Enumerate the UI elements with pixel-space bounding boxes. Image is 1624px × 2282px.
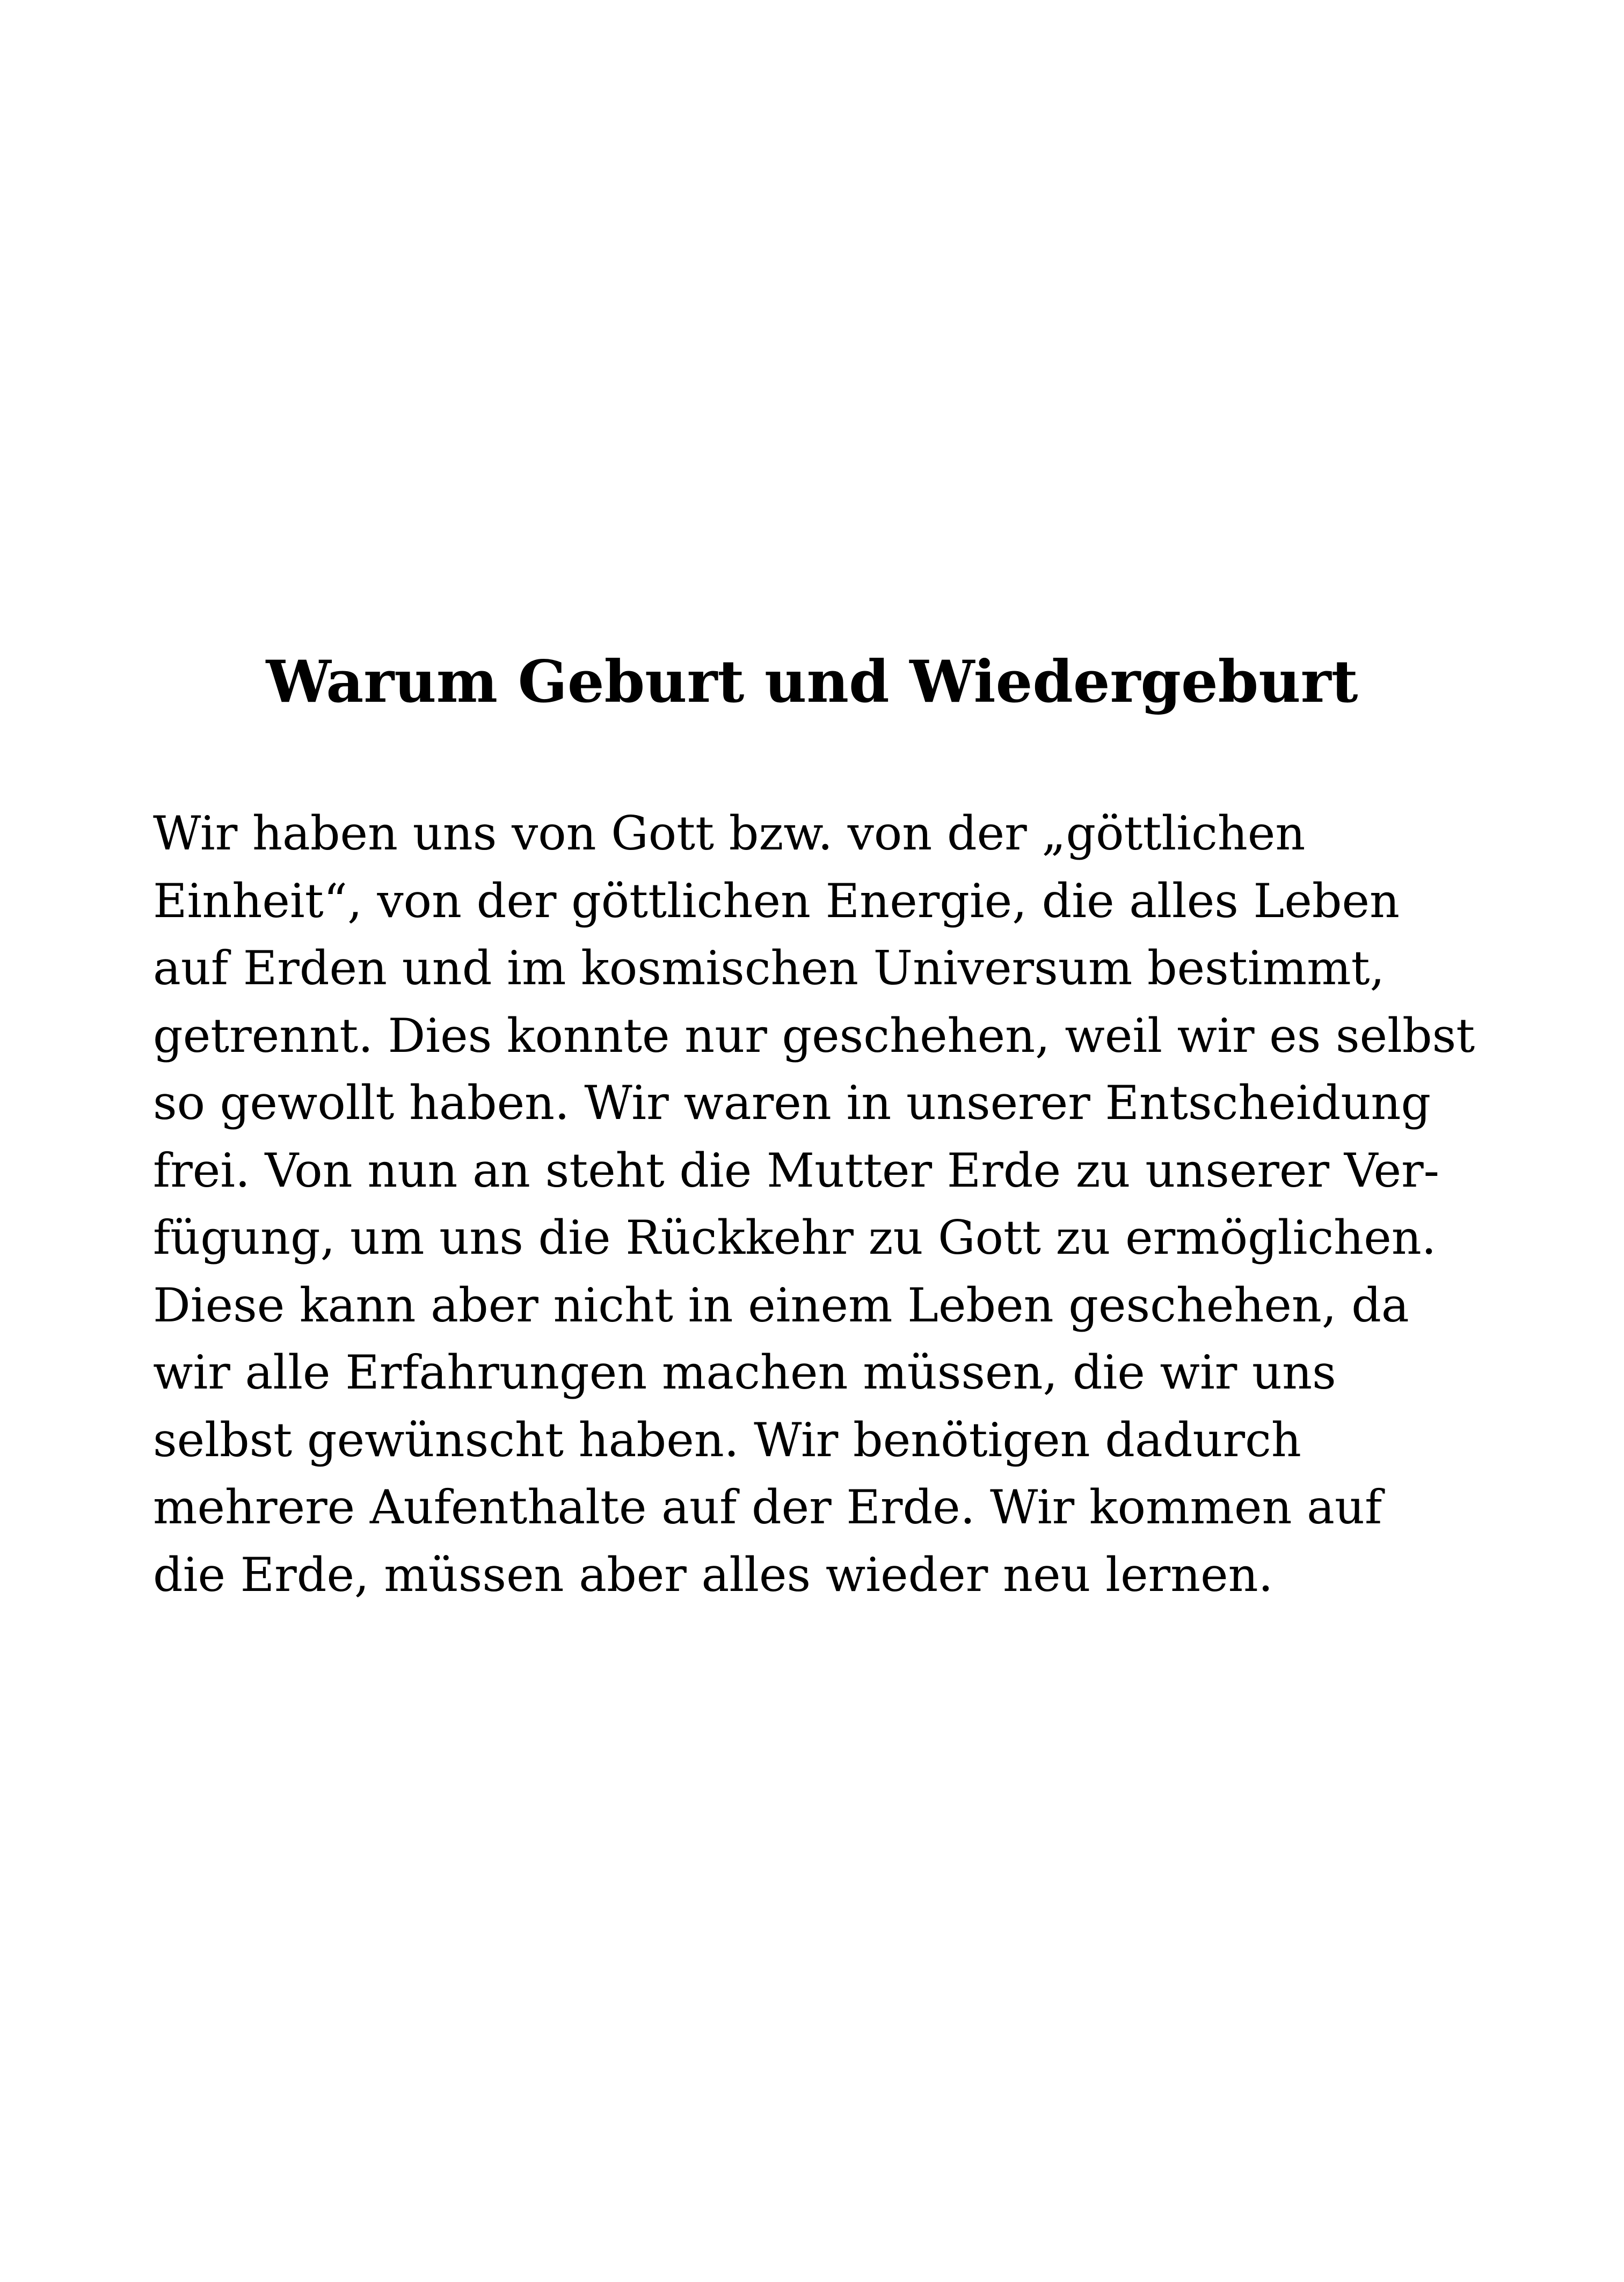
page-title: Warum Geburt und Wiedergeburt: [266, 648, 1358, 716]
paragraph-line: frei. Von nun an steht die Mutter Erde zu unserer Ver-: [153, 1143, 1440, 1198]
paragraph-line: Wir haben uns von Gott bzw. von der „göttlichen: [153, 806, 1306, 861]
paragraph-line: getrennt. Dies konnte nur geschehen, weil wir es selbst: [153, 1008, 1475, 1063]
paragraph-line: so gewollt haben. Wir waren in unserer Entscheidung: [153, 1075, 1431, 1130]
paragraph-line: die Erde, müssen aber alles wieder neu lernen.: [153, 1547, 1273, 1602]
paragraph-line: fügung, um uns die Rückkehr zu Gott zu ermöglichen.: [153, 1210, 1437, 1265]
paragraph-line: Einheit“, von der göttlichen Energie, die alles Leben: [153, 873, 1400, 928]
paragraph-line: mehrere Aufenthalte auf der Erde. Wir kommen auf: [153, 1480, 1382, 1535]
paragraph-line: auf Erden und im kosmischen Universum bestimmt,: [153, 941, 1385, 995]
paragraph-line: Diese kann aber nicht in einem Leben geschehen, da: [153, 1277, 1409, 1333]
paragraph-line: wir alle Erfahrungen machen müssen, die wir uns: [153, 1345, 1336, 1400]
paragraph-line: selbst gewünscht haben. Wir benötigen dadurch: [153, 1412, 1301, 1467]
body-paragraph: [153, 800, 1527, 1609]
